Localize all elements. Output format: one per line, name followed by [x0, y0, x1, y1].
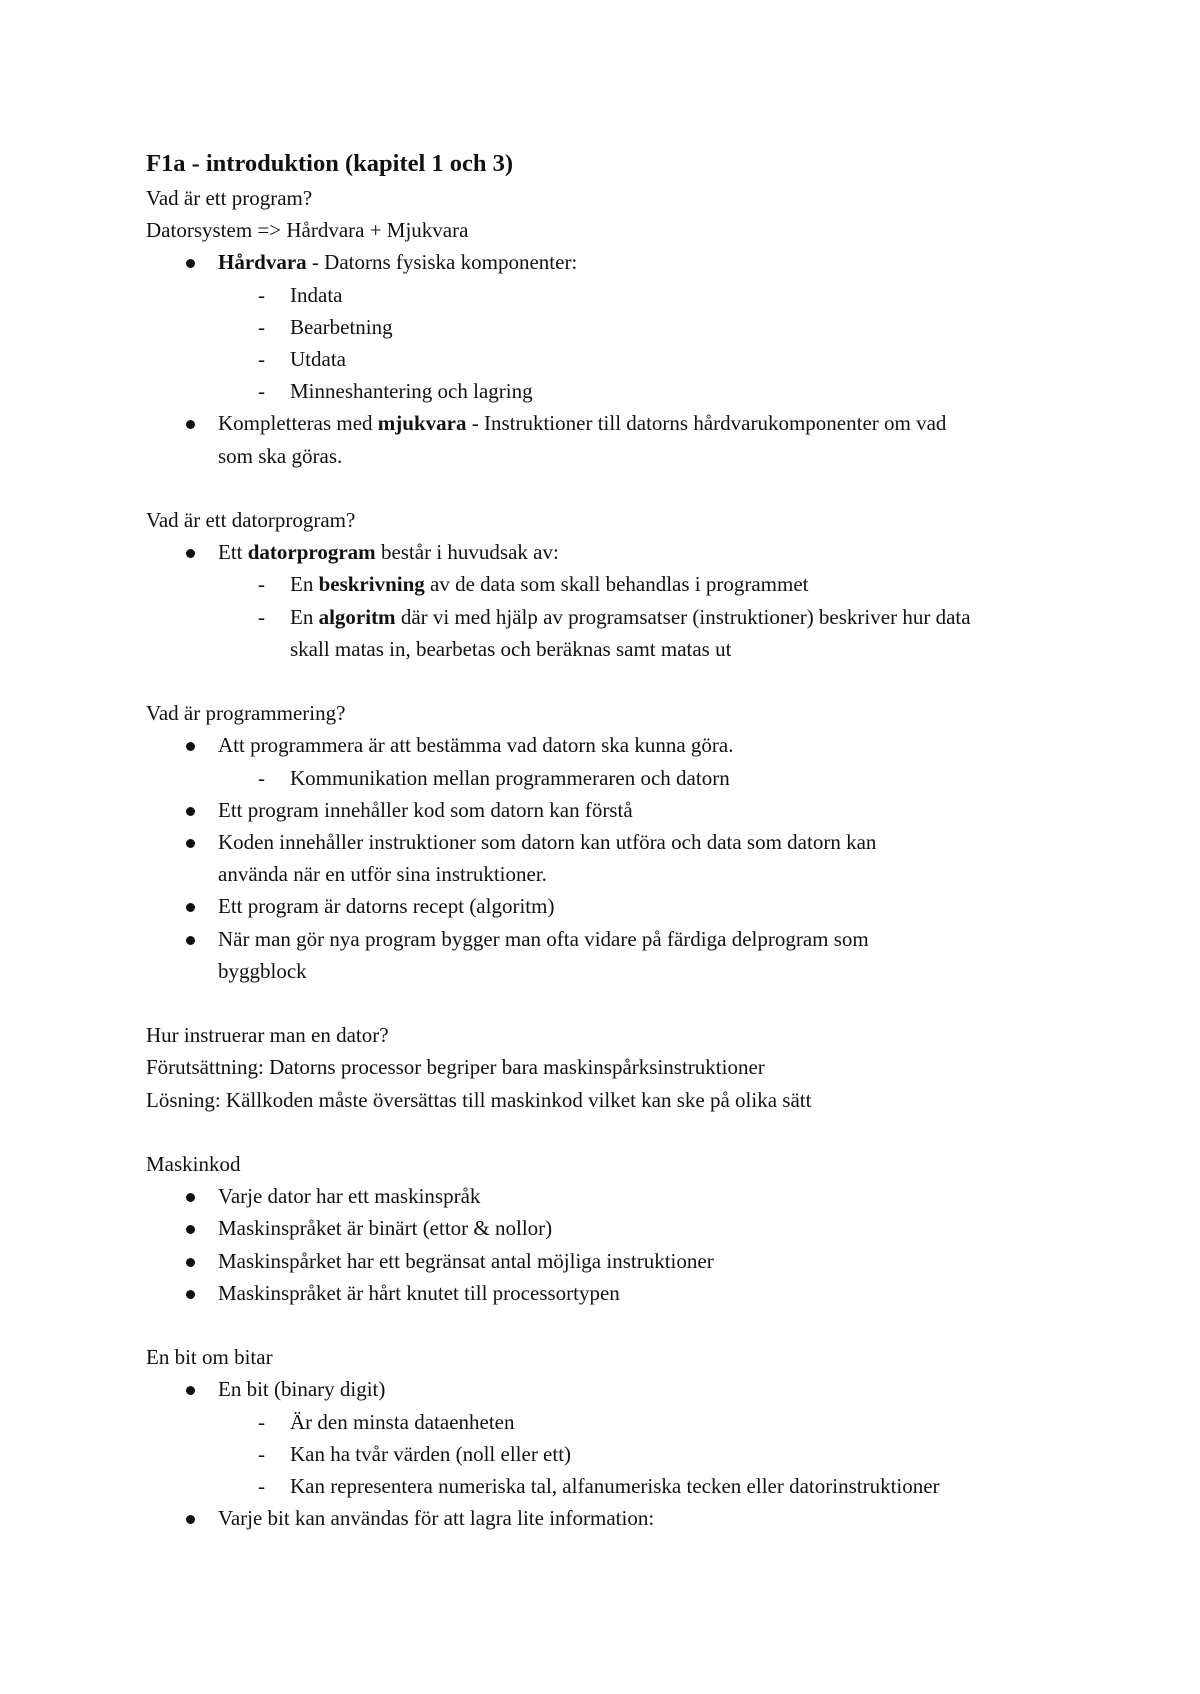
- section-heading: Maskinkod: [146, 1152, 241, 1177]
- list-item: Koden innehåller instruktioner som datorn kan utföra och data som datorn kan använda när en utför sina instruktioner.: [146, 826, 918, 890]
- list-item: När man gör nya program bygger man ofta vidare på färdiga delprogram som byggblock: [146, 923, 938, 987]
- list-item: Maskinspårket har ett begränsat antal möjliga instruktioner: [146, 1245, 1066, 1277]
- list-item: - Minneshantering och lagring: [218, 375, 1066, 407]
- section-heading: En bit om bitar: [146, 1345, 273, 1370]
- list-item: [146, 729, 1066, 793]
- list-item: - Indata: [218, 279, 1066, 311]
- list-item: Ett program är datorns recept (algoritm): [146, 890, 1066, 922]
- document-body: [146, 146, 1066, 1534]
- list-item: [218, 568, 1066, 600]
- list-item: [146, 536, 1066, 665]
- question-heading: Vad är ett program?: [146, 186, 313, 210]
- dash-list: [218, 279, 1066, 408]
- item-text: består i huvudsak av:: [375, 540, 559, 565]
- list-item: - Bearbetning: [218, 311, 1066, 343]
- text-line: Förutsättning: Datorns processor begriper bara maskinspårksinstruktioner: [146, 1055, 765, 1080]
- bold-term: datorprogram: [247, 540, 376, 565]
- bullet-list: [146, 1180, 1066, 1309]
- bullet-list: [146, 729, 1066, 987]
- item-text: där vi med hjälp av programsatser (instruktioner) beskriver hur data skall matas in, bearbetas och beräknas samt matas ut: [290, 604, 971, 661]
- list-item: [218, 601, 980, 665]
- list-item: Varje dator har ett maskinspråk: [146, 1180, 1066, 1212]
- list-item: [146, 246, 1066, 407]
- list-item: - Kan ha tvår värden (noll eller ett): [218, 1438, 1066, 1470]
- item-text: Ett: [218, 540, 248, 565]
- text-line: Datorsystem => Hårdvara + Mjukvara: [146, 218, 469, 243]
- page-title: F1a - introduktion (kapitel 1 och 3): [146, 150, 514, 177]
- dash-list: [218, 568, 1066, 665]
- list-item: Varje bit kan användas för att lagra lite information:: [146, 1502, 1066, 1534]
- list-item: - Kommunikation mellan programmeraren och datorn: [218, 762, 1066, 794]
- item-text: - Instruktioner till datorns hårdvarukomponenter om vad som ska göras.: [218, 411, 947, 468]
- bold-term: algoritm: [318, 604, 396, 629]
- list-item: - Kan representera numeriska tal, alfanumeriska tecken eller datorinstruktioner: [218, 1470, 1066, 1502]
- list-item: - Utdata: [218, 343, 1066, 375]
- item-text: En: [290, 604, 319, 629]
- bullet-list: [146, 536, 1066, 665]
- item-text: En bit (binary digit): [218, 1377, 386, 1402]
- list-item: [146, 1373, 1066, 1502]
- list-item: [146, 407, 978, 471]
- bullet-list: [146, 1373, 1066, 1534]
- list-item: Maskinspråket är hårt knutet till processortypen: [146, 1277, 1066, 1309]
- question-heading: Vad är ett datorprogram?: [146, 508, 356, 533]
- item-text: - Datorns fysiska komponenter:: [306, 250, 578, 275]
- list-item: Ett program innehåller kod som datorn kan förstå: [146, 794, 1066, 826]
- bullet-list: [146, 246, 1066, 471]
- question-heading: Hur instruerar man en dator?: [146, 1023, 389, 1048]
- dash-list: [218, 762, 1066, 794]
- bold-term: beskrivning: [318, 572, 425, 597]
- dash-list: [218, 1406, 1066, 1503]
- item-text: Kompletteras med: [218, 411, 378, 436]
- list-item: Maskinspråket är binärt (ettor & nollor): [146, 1212, 1066, 1244]
- bold-term: Hårdvara: [218, 250, 307, 275]
- text-line: Lösning: Källkoden måste översättas till maskinkod vilket kan ske på olika sätt: [146, 1087, 812, 1112]
- list-item: - Är den minsta dataenheten: [218, 1406, 1066, 1438]
- item-text: En: [290, 572, 319, 597]
- item-text: Att programmera är att bestämma vad datorn ska kunna göra.: [218, 733, 734, 758]
- item-text: av de data som skall behandlas i programmet: [424, 572, 809, 597]
- bold-term: mjukvara: [377, 411, 467, 436]
- question-heading: Vad är programmering?: [146, 701, 346, 726]
